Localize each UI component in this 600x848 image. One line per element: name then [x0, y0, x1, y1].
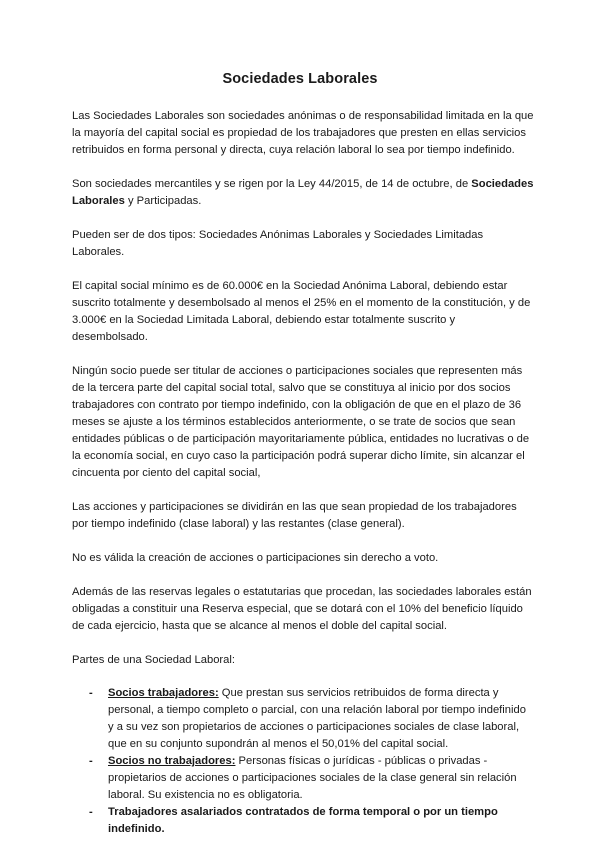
list-item — [72, 753, 534, 804]
paragraph-capital: El capital social mínimo es de 60.000€ en la Sociedad Anónima Laboral, debiendo estar suscrito totalmente y desembolsado al menos el 25% en el momento de la constitución, y de 3.000€ en la Sociedad Limitada Laboral, debiendo estar totalmente suscrito y desembolsado. — [72, 280, 531, 343]
list-item — [72, 804, 534, 838]
parts-list — [72, 685, 534, 838]
paragraph-legal-basis — [72, 176, 534, 210]
paragraph-voting: No es válida la creación de acciones o participaciones sin derecho a voto. — [72, 552, 439, 564]
paragraph-definition: Las Sociedades Laborales son sociedades anónimas o de responsabilidad limitada en la que la mayoría del capital social es propiedad de los trabajadores que presten en ellas servicios retribuidos en forma personal y directa, cuya relación laboral lo sea por tiempo indefinido. — [72, 110, 534, 156]
paragraph-reserve: Además de las reservas legales o estatutarias que procedan, las sociedades laborales están obligadas a constituir una Reserva especial, que se dotará con el 10% del beneficio líquido de cada ejercicio, hasta que se alcance al menos el doble del capital social. — [72, 586, 532, 632]
bullet-dash: - — [89, 806, 93, 818]
legal-basis-suffix: y Participadas. — [124, 195, 202, 207]
bullet-dash: - — [89, 755, 93, 767]
list-item-text: Que prestan sus servicios retribuidos de forma directa y personal, a tiempo completo o parcial, con una relación laboral por tiempo indefinido y a su vez son propietarios de acciones o participaciones sociales de clase laboral, que en su conjunto supondrán al menos el 50,01% del capital social. — [108, 687, 526, 750]
bullet-dash: - — [89, 687, 93, 699]
list-item-text: Personas físicas o jurídicas - públicas o privadas - propietarios de acciones o participaciones sociales de la clase general sin relación laboral. Su existencia no es obligatoria. — [108, 755, 517, 801]
paragraph-ownership-limit: Ningún socio puede ser titular de acciones o participaciones sociales que representen más de la tercera parte del capital social total, salvo que se constituya al inicio por dos socios trabajadores con contrato por tiempo indefinido, con la obligación de que en el plazo de 36 meses se ajuste a los términos establecidos anteriormente, o se trate de socios que sean entidades públicas o de participación mayoritariamente pública, entidades no lucrativas o de la economía social, en cuyo caso la participación podrá superar dicho límite, sin alcanzar el cincuenta por ciento del capital social, — [72, 365, 530, 479]
document-body — [72, 108, 534, 838]
page-title: Sociedades Laborales — [222, 71, 378, 87]
paragraph-share-classes: Las acciones y participaciones se dividirán en las que sean propiedad de los trabajadores por tiempo indefinido (clase laboral) y las restantes (clase general). — [72, 501, 517, 530]
legal-basis-text: Son sociedades mercantiles y se rigen por la Ley 44/2015, de 14 de octubre, de — [72, 178, 472, 190]
law-name-bold: Sociedades Laborales — [72, 178, 534, 207]
paragraph-types: Pueden ser de dos tipos: Sociedades Anónimas Laborales y Sociedades Limitadas Laborales. — [72, 229, 484, 258]
list-item-term: Socios trabajadores: — [108, 687, 219, 699]
paragraph-parts-heading: Partes de una Sociedad Laboral: — [72, 654, 235, 666]
list-item — [72, 685, 534, 753]
list-item-term: Trabajadores asalariados contratados de forma temporal o por un tiempo indefinido. — [108, 806, 498, 835]
list-item-term: Socios no trabajadores: — [108, 755, 236, 767]
